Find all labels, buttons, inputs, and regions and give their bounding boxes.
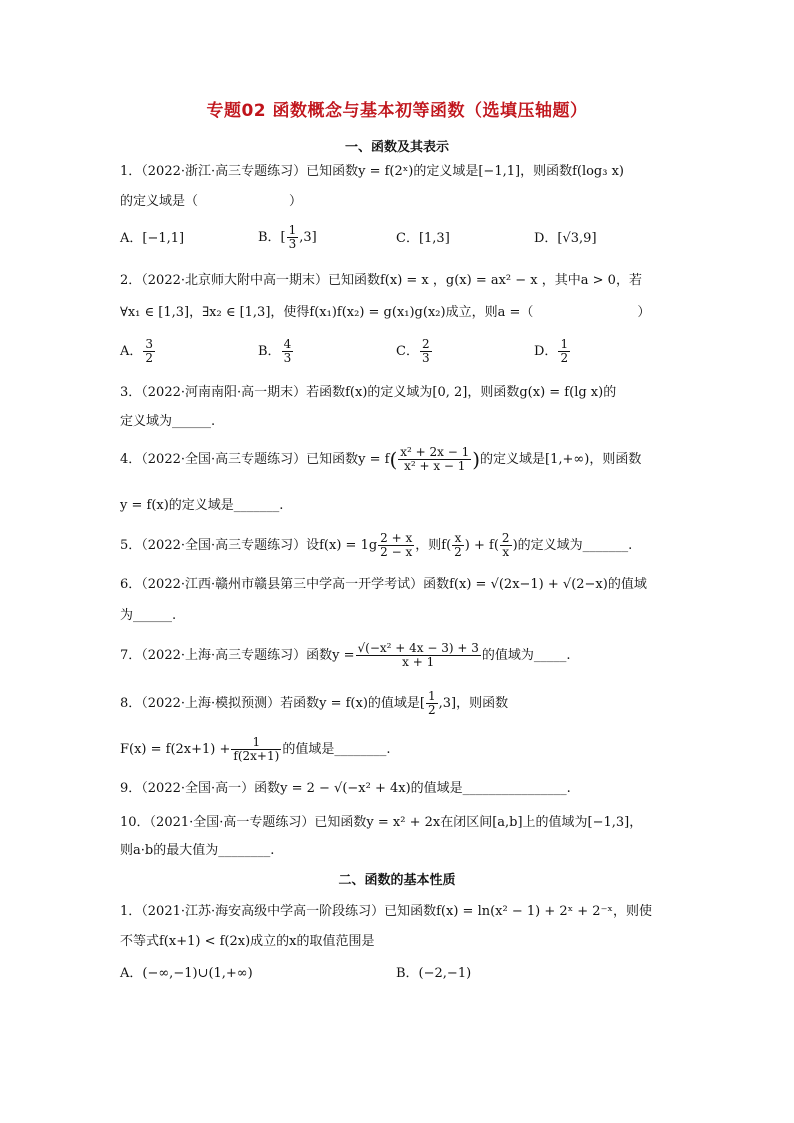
- option-a-fraction: [143, 338, 155, 365]
- fraction-denominator: 2: [560, 351, 569, 365]
- option-label: B．: [258, 344, 281, 359]
- fraction-numerator: 2: [501, 531, 510, 545]
- section-2-question-1-line-1: 1．（2021·江苏·海安高级中学高一阶段练习）已知函数f(x) = ln(x² − 1) + 2ˣ + 2⁻ˣ，则使: [120, 904, 652, 919]
- option-b-suffix: ,3]: [299, 230, 317, 245]
- question-1-option-d: D．[√3,9]: [534, 231, 597, 246]
- fraction-numerator: x: [452, 532, 464, 546]
- question-5-suffix: )的定义域为_______.: [512, 538, 633, 553]
- right-paren: ): [472, 447, 481, 472]
- option-label: C．: [396, 344, 419, 359]
- section-2-question-1-option-a: A．(−∞,−1)∪(1,+∞): [120, 966, 253, 981]
- fraction-denominator: 2: [454, 545, 462, 559]
- question-4-prefix: 4．（2022·全国·高三专题练习）已知函数y = f: [120, 452, 390, 467]
- question-2-line-1: 2．（2022·北京师大附中高一期末）已知函数f(x) = x ，g(x) = ax² − x ，其中a > 0，若: [120, 273, 642, 288]
- fraction-denominator: x + 1: [402, 655, 435, 669]
- question-3-line-1: 3．（2022·河南南阳·高一期末）若函数f(x)的定义域为[0, 2]，则函数g(x) = f(lg x)的: [120, 385, 617, 400]
- question-6-line-2: 为______.: [120, 608, 177, 623]
- fraction-denominator: 2: [145, 351, 154, 365]
- question-7-suffix: 的值域为_____.: [481, 648, 571, 663]
- question-5-mid-2: ) + f(: [464, 538, 499, 553]
- question-5-prefix: 5．（2022·全国·高三专题练习）设f(x) = 1g: [120, 538, 378, 553]
- question-9-line-1: 9．（2022·全国·高一）函数y = 2 − √(−x² + 4x)的值域是________________.: [120, 781, 571, 796]
- question-4-suffix: 的定义域是[1,+∞)，则函数: [480, 452, 642, 467]
- question-7-fraction: [356, 642, 481, 669]
- option-b-fraction: [287, 224, 299, 251]
- fraction-denominator: 2: [427, 703, 436, 717]
- option-b-fraction: [282, 338, 294, 365]
- section-heading-1: 一、函数及其表示: [344, 140, 449, 155]
- fraction-denominator: 2 − x: [380, 545, 413, 559]
- question-2-option-d: [534, 338, 571, 365]
- question-4-line-1: [120, 446, 680, 473]
- question-5-line-1: [120, 532, 680, 559]
- fraction-numerator: 3: [145, 337, 154, 351]
- fraction-denominator: x: [502, 545, 510, 559]
- fraction-numerator: 1: [231, 736, 281, 750]
- left-paren: (: [389, 447, 398, 472]
- question-5-fraction-2: [452, 532, 464, 559]
- option-label: D．: [534, 344, 558, 359]
- option-c-fraction: [420, 338, 432, 365]
- question-1-option-c: C．[1,3]: [396, 231, 450, 246]
- fraction-numerator: 1: [427, 689, 436, 703]
- question-2-line-2: ∀x₁ ∈ [1,3]，∃x₂ ∈ [1,3]，使得f(x₁)f(x₂) = g(x₁)g(x₂)成立，则a =（ ）: [120, 305, 651, 320]
- section-heading-2: 二、函数的基本性质: [338, 873, 456, 888]
- question-7-line-1: [120, 642, 680, 669]
- question-7-prefix: 7．（2022·上海·高三专题练习）函数y =: [120, 648, 355, 663]
- question-3-line-2: 定义域为______.: [120, 414, 216, 429]
- question-10-line-2: 则a·b的最大值为________.: [120, 843, 275, 858]
- fraction-numerator: 1: [288, 223, 297, 237]
- fraction-numerator: 1: [560, 337, 569, 351]
- question-4-line-2: y = f(x)的定义域是_______.: [120, 498, 284, 513]
- question-8-line-2-fraction: [231, 736, 281, 763]
- section-2-question-1-line-2: 不等式f(x+1) < f(2x)成立的x的取值范围是: [120, 934, 375, 949]
- question-8-fraction: [426, 690, 438, 717]
- question-2-option-c: [396, 338, 433, 365]
- question-8-line-2: [120, 736, 680, 763]
- option-b-prefix: B．[: [258, 230, 286, 245]
- fraction-numerator: 2 + x: [380, 531, 413, 545]
- question-1-option-a: A．[−1,1]: [120, 231, 185, 246]
- option-label: A．: [120, 344, 143, 359]
- question-5-mid-1: ，则f(: [415, 538, 452, 553]
- fraction-denominator: 3: [421, 351, 430, 365]
- question-6-line-1: 6．（2022·江西·赣州市赣县第三中学高一开学考试）函数f(x) = √(2x−1) + √(2−x)的值域: [120, 577, 647, 592]
- question-4-fraction: [398, 446, 471, 473]
- question-2-option-a: [120, 338, 156, 365]
- question-1-line-1: 1．（2022·浙江·高三专题练习）已知函数y = f(2ˣ)的定义域是[−1,1]，则函数f(log₃ x): [120, 164, 625, 179]
- fraction-numerator: x² + 2x − 1: [400, 445, 470, 459]
- option-d-fraction: [558, 338, 570, 365]
- fraction-denominator: 3: [288, 237, 297, 251]
- question-1-line-2: 的定义域是（ ）: [120, 194, 303, 209]
- fraction-numerator: √(−x² + 4x − 3) + 3: [357, 641, 479, 655]
- question-2-option-b: [258, 338, 294, 365]
- fraction-denominator: f(2x+1): [233, 749, 280, 763]
- question-1-option-b: [258, 224, 317, 251]
- question-8-line-1: [120, 690, 680, 717]
- question-8-line-2-prefix: F(x) = f(2x+1) +: [120, 742, 231, 757]
- page-title: 专题02 函数概念与基本初等函数（选填压轴题）: [206, 101, 588, 121]
- question-8-suffix: ,3]，则函数: [438, 696, 509, 711]
- fraction-numerator: 4: [283, 337, 292, 351]
- question-5-fraction-3: [500, 532, 512, 559]
- question-8-prefix: 8．（2022·上海·模拟预测）若函数y = f(x)的值域是[: [120, 696, 425, 711]
- fraction-denominator: x² + x − 1: [404, 459, 466, 473]
- section-2-question-1-option-b: B．(−2,−1): [396, 966, 472, 981]
- question-8-line-2-suffix: 的值域是________.: [282, 742, 391, 757]
- fraction-numerator: 2: [421, 337, 430, 351]
- question-10-line-1: 10．（2021·全国·高一专题练习）已知函数y = x² + 2x在闭区间[a,b]上的值域为[−1,3]，: [120, 815, 643, 830]
- question-5-fraction-1: [378, 532, 414, 559]
- fraction-denominator: 3: [283, 351, 292, 365]
